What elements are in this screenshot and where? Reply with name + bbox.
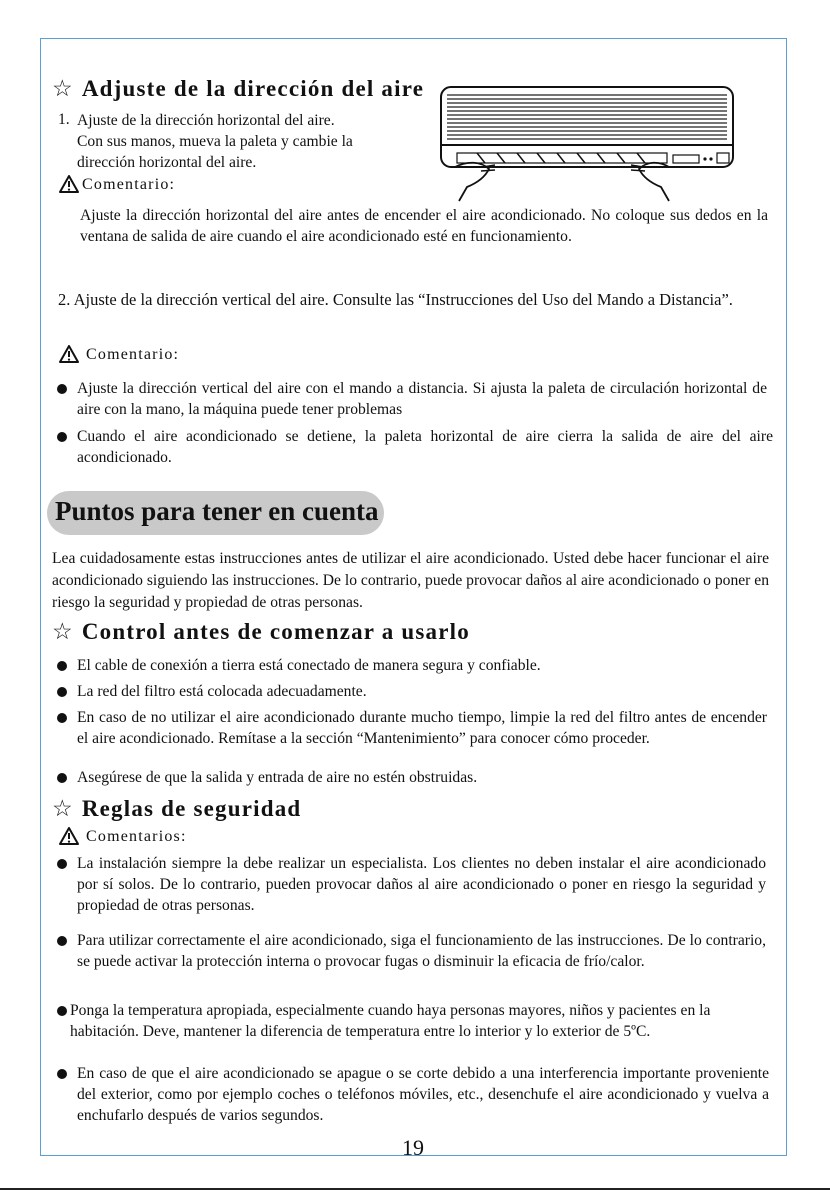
warning-icon xyxy=(58,174,80,194)
list-item: La red del filtro está colocada adecuadamente. xyxy=(77,683,367,700)
warning-icon xyxy=(58,344,80,364)
intro-paragraph: Lea cuidadosamente estas instrucciones antes de utilizar el aire acondicionado. Usted debe hacer funcionar el aire acondicionado siguiendo las instrucciones. De lo contrario, puede provocar daños al aire acondicionado o poner en riesgo la seguridad y propiedad de otras personas. xyxy=(52,550,769,611)
bullet-icon xyxy=(57,384,67,394)
bullet-icon xyxy=(57,859,67,869)
comment-label: Comentario: xyxy=(86,346,180,363)
comment-label: Comentarios: xyxy=(86,828,187,845)
bullet-icon xyxy=(57,713,67,723)
star-icon: ☆ xyxy=(52,76,74,101)
list-item: Ponga la temperatura apropiada, especialmente cuando haya personas mayores, niños y pacientes en la habitación. Deve, mantener la diferencia de temperatura entre lo interior y lo exterior de 5ºC. xyxy=(70,1002,711,1040)
bullet-icon xyxy=(57,1069,67,1079)
bullet-icon xyxy=(57,432,67,442)
bullet-icon xyxy=(57,661,67,671)
section-heading-notes: Puntos para tener en cuenta xyxy=(55,496,379,526)
item-1-line-2: Con sus manos, mueva la paleta y cambie la xyxy=(77,133,353,150)
bullet-icon xyxy=(57,687,67,697)
bottom-rule xyxy=(0,1188,830,1190)
warning-icon xyxy=(58,826,80,846)
item-2-text: 2. Ajuste de la dirección vertical del aire. Consulte las “Instrucciones del Uso del Mando a Distancia”. xyxy=(58,290,733,309)
comment-text: Ajuste la dirección horizontal del aire antes de encender el aire acondicionado. No coloque sus dedos en la ventana de salida de aire cuando el aire acondicionado esté en funcionamiento. xyxy=(80,207,768,245)
list-item: Asegúrese de que la salida y entrada de aire no estén obstruidas. xyxy=(77,769,478,786)
list-item: En caso de no utilizar el aire acondicionado durante mucho tiempo, limpie la red del filtro antes de encender el aire acondicionado. Remítase a la sección “Mantenimiento” para conocer cómo proceder. xyxy=(77,709,767,747)
list-item: El cable de conexión a tierra está conectado de manera segura y confiable. xyxy=(77,657,541,674)
item-1-number: 1. xyxy=(58,111,70,128)
list-item: Ajuste la dirección vertical del aire con el mando a distancia. Si ajusta la paleta de circulación horizontal de aire con la mano, la máquina puede tener problemas xyxy=(77,380,767,418)
bullet-icon xyxy=(57,1006,67,1016)
section-heading-safety-rules: ☆ Reglas de seguridad xyxy=(52,796,302,821)
star-icon: ☆ xyxy=(52,796,74,821)
star-icon: ☆ xyxy=(52,619,74,644)
bullet-icon xyxy=(57,936,67,946)
item-1-line-3: dirección horizontal del aire. xyxy=(77,154,257,171)
bullet-icon xyxy=(57,773,67,783)
ac-unit-illustration xyxy=(437,83,737,203)
list-item: En caso de que el aire acondicionado se apague o se corte debido a una interferencia importante proveniente del exterior, como por ejemplo coches o teléfonos móviles, etc., desenchufe el aire acondicionado y vuelva a enchufarlo después de varios segundos. xyxy=(77,1065,769,1124)
list-item: Para utilizar correctamente el aire acondicionado, siga el funcionamiento de las instrucciones. De lo contrario, se puede activar la protección interna o provocar fugas o disminuir la eficacia de frío/calor. xyxy=(77,932,766,970)
section-heading-pre-use-check: ☆ Control antes de comenzar a usarlo xyxy=(52,619,470,644)
section-heading-air-direction: ☆ Adjuste de la dirección del aire xyxy=(52,76,425,101)
list-item: La instalación siempre la debe realizar un especialista. Los clientes no deben instalar el aire acondicionado por sí solos. De lo contrario, pueden provocar daños al aire acondicionado o poner en riesgo la seguridad y propiedad de otras personas. xyxy=(77,855,766,914)
list-item: Cuando el aire acondicionado se detiene, la paleta horizontal de aire cierra la salida de aire del aire acondicionado. xyxy=(77,428,773,466)
comment-label: Comentario: xyxy=(82,176,176,193)
page-number: 19 xyxy=(402,1135,424,1160)
item-1-line-1: Ajuste de la dirección horizontal del aire. xyxy=(77,112,335,129)
